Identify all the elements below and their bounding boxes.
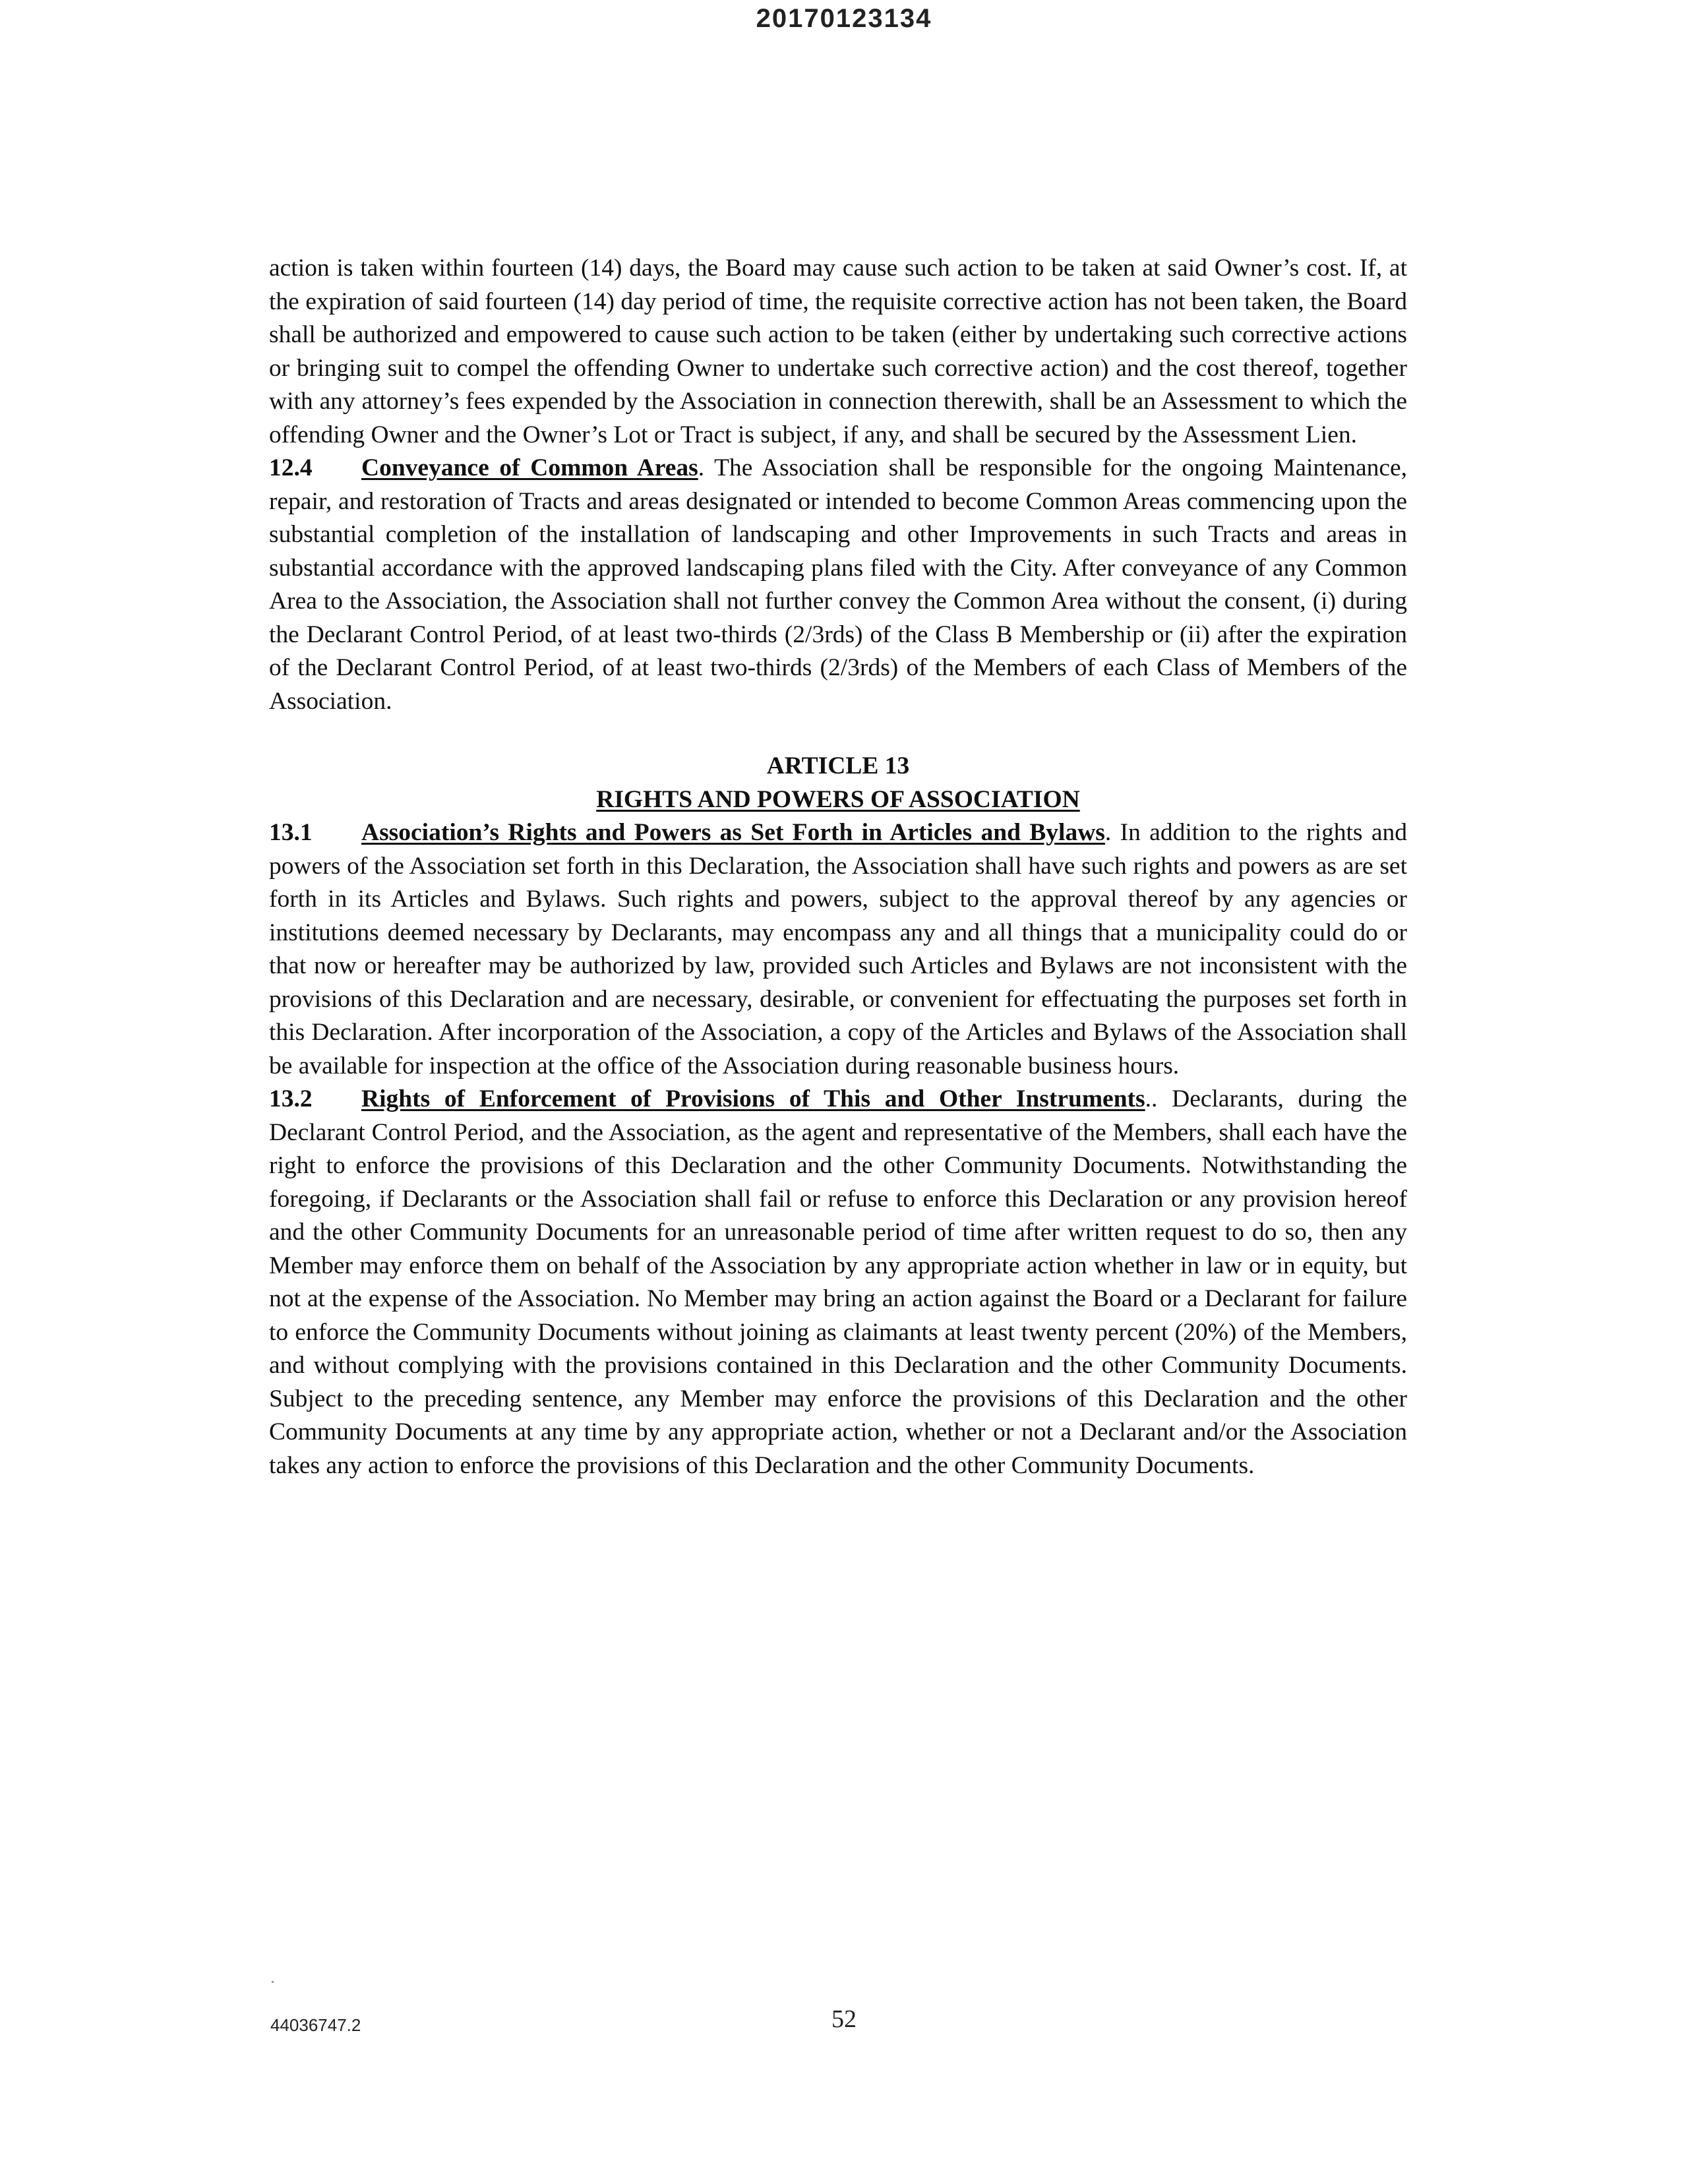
section-number: 13.1 <box>269 819 313 846</box>
section-title: Rights of Enforcement of Provisions of This and Other Instruments <box>361 1085 1145 1112</box>
section-12-4 <box>269 452 1407 718</box>
section-title: Conveyance of Common Areas <box>361 454 698 481</box>
section-title-punctuation: . <box>698 454 705 481</box>
section-text: The Association shall be responsible for the ongoing Maintenance, repair, and restoration of Tracts and areas designated or intended to become Common Areas commencing upon the substantial completion of the installation of landscaping and other Improvements in such Tracts and areas in substantial accordance with the approved landscaping plans filed with the City. After conveyance of any Common Area to the Association, the Association shall not further convey the Common Area without the consent, (i) during the Declarant Control Period, of at least two-thirds (2/3rds) of the Class B Membership or (ii) after the expiration of the Declarant Control Period, of at least two-thirds (2/3rds) of the Members of each Class of Members of the Association. <box>269 454 1408 715</box>
section-number: 12.4 <box>269 454 313 481</box>
section-number: 13.2 <box>269 1085 313 1112</box>
page-body <box>269 252 1407 1482</box>
section-13-2 <box>269 1083 1407 1482</box>
article-number: ARTICLE 13 <box>766 752 910 779</box>
article-title: RIGHTS AND POWERS OF ASSOCIATION <box>596 785 1080 813</box>
section-title: Association’s Rights and Powers as Set Forth in Articles and Bylaws <box>361 819 1105 846</box>
recording-number: 20170123134 <box>756 4 932 33</box>
article-heading <box>269 750 1407 816</box>
scan-speck <box>272 1981 274 1983</box>
section-title-punctuation: . <box>1104 819 1112 846</box>
footer-document-id: 44036747.2 <box>270 2015 361 2035</box>
section-text: In addition to the rights and powers of the Association set forth in this Declaration, the Association shall have such rights and powers as are set forth in its Articles and Bylaws. Such rights and powers, subject to the approval thereof by any agencies or institutions deemed necessary by Declarants, may encompass any and all things that a municipality could do or that now or hereafter may be authorized by law, provided such Articles and Bylaws are not inconsistent with the provisions of this Declaration and are necessary, desirable, or convenient for effectuating the purposes set forth in this Declaration. After incorporation of the Association, a copy of the Articles and Bylaws of the Association shall be available for inspection at the office of the Association during reasonable business hours. <box>269 819 1407 1079</box>
section-text: Declarants, during the Declarant Control Period, and the Association, as the agent and representative of the Members, shall each have the right to enforce the provisions of this Declaration and the other Community Documents. Notwithstanding the foregoing, if Declarants or the Association shall fail or refuse to enforce this Declaration or any provision hereof and the other Community Documents for an unreasonable period of time after written request to do so, then any Member may enforce them on behalf of the Association by any appropriate action whether in law or in equity, but not at the expense of the Association. No Member may bring an action against the Board or a Declarant for failure to enforce the Community Documents without joining as claimants at least twenty percent (20%) of the Members, and without complying with the provisions contained in this Declaration and the other Community Documents. Subject to the preceding sentence, any Member may enforce the provisions of this Declaration and the other Community Documents at any time by any appropriate action, whether or not a Declarant and/or the Association takes any action to enforce the provisions of this Declaration and the other Community Documents. <box>269 1085 1407 1479</box>
continued-paragraph: action is taken within fourteen (14) days, the Board may cause such action to be taken at said Owner’s cost. If, at the expiration of said fourteen (14) day period of time, the requisite corrective action has not been taken, the Board shall be authorized and empowered to cause such action to be taken (either by undertaking such corrective actions or bringing suit to compel the offending Owner to undertake such corrective action) and the cost thereof, together with any attorney’s fees expended by the Association in connection therewith, shall be an Assessment to which the offending Owner and the Owner’s Lot or Tract is subject, if any, and shall be secured by the Assessment Lien. <box>269 255 1407 448</box>
footer-page-number: 52 <box>831 2005 857 2033</box>
section-title-punctuation: .. <box>1145 1085 1158 1112</box>
section-13-1 <box>269 816 1407 1083</box>
